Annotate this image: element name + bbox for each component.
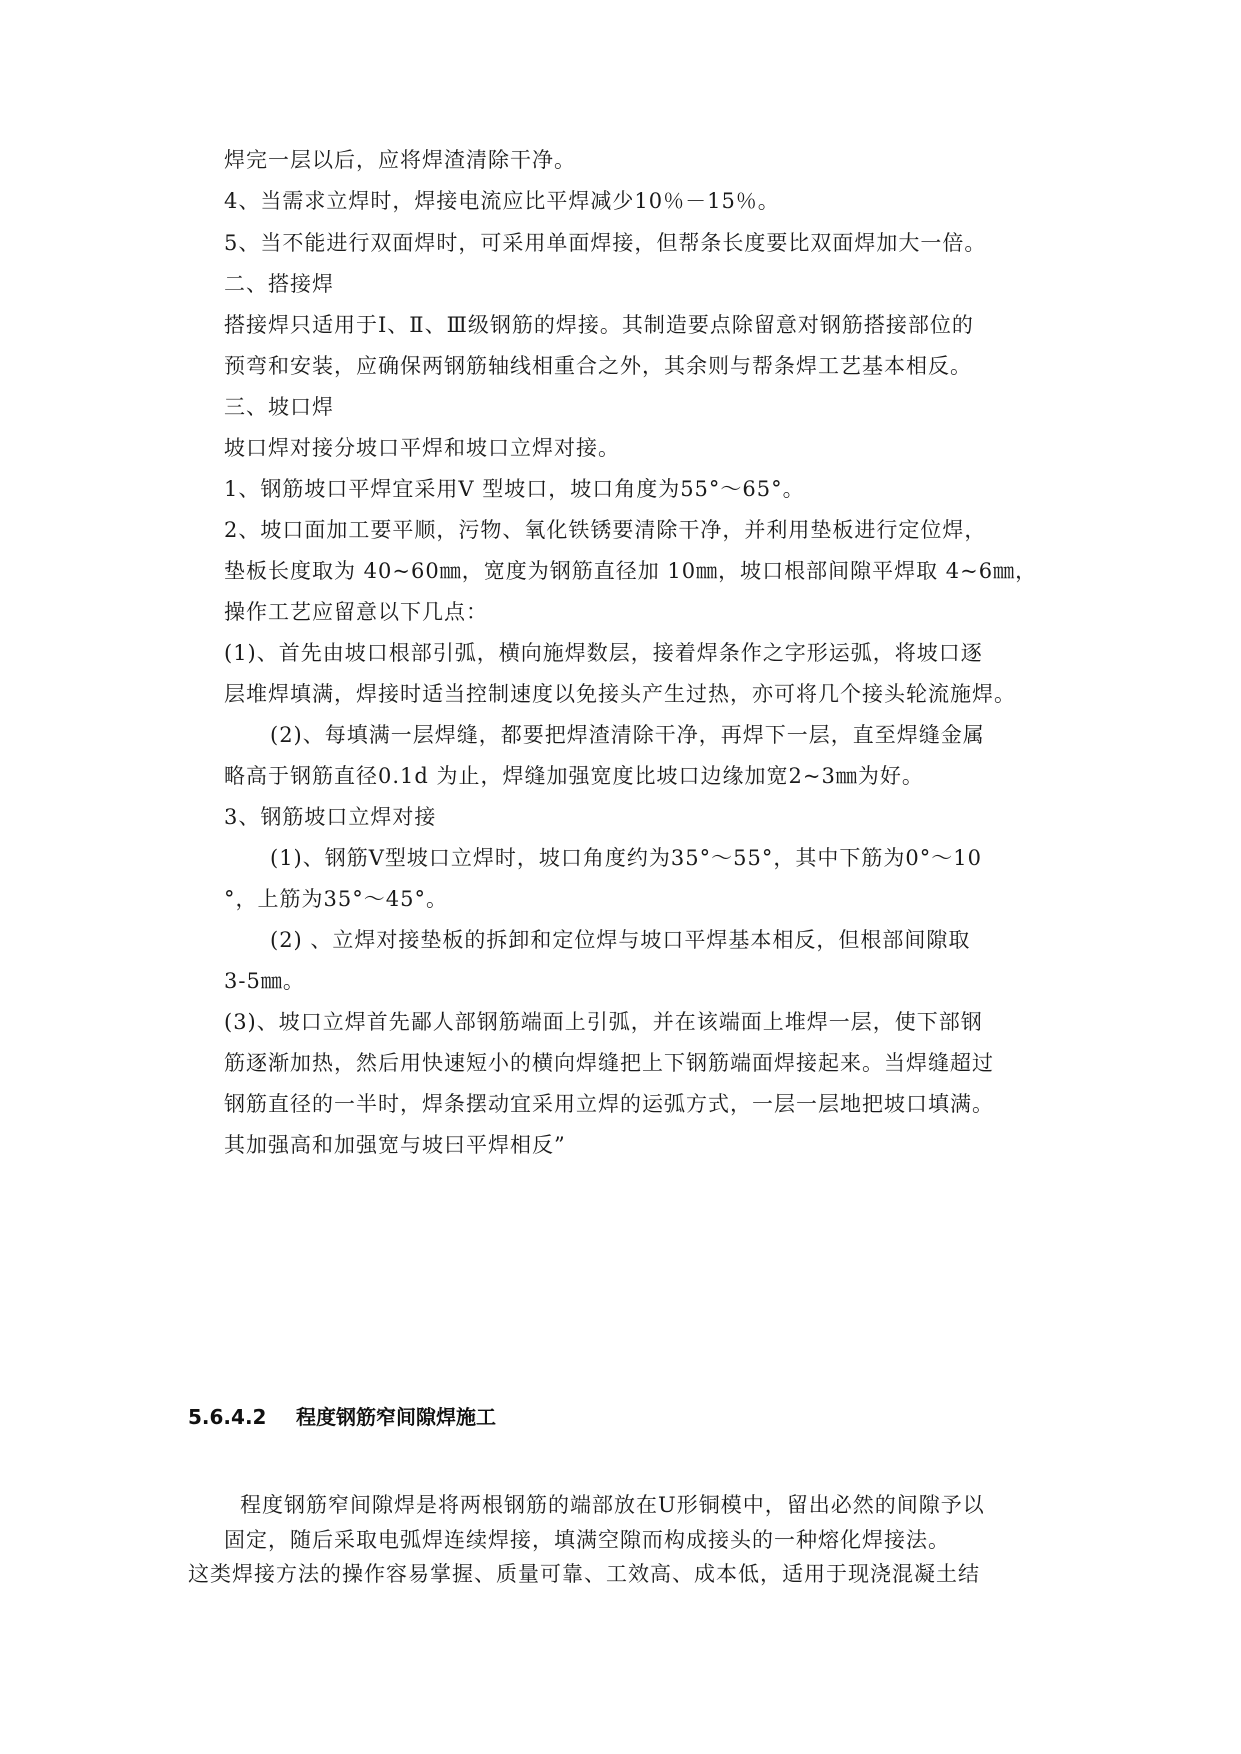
text-line: 层堆焊填满，焊接时适当控制速度以免接头产生过热，亦可将几个接头轮流施焊。: [224, 682, 1016, 706]
text-line: 3、钢筋坡口立焊对接: [224, 805, 437, 829]
text-line: 搭接焊只适用于Ⅰ、Ⅱ、Ⅲ级钢筋的焊接。其制造要点除留意对钢筋搭接部位的: [224, 313, 974, 337]
text-line: 筋逐渐加热，然后用快速短小的横向焊缝把上下钢筋端面焊接起来。当焊缝超过: [224, 1051, 994, 1075]
text-line: 坡口焊对接分坡口平焊和坡口立焊对接。: [224, 436, 620, 460]
text-line: 4、当需求立焊时，焊接电流应比平焊减少10％－15％。: [224, 189, 780, 213]
text-line: 固定，随后采取电弧焊连续焊接，填满空隙而构成接头的一种熔化焊接法。: [224, 1528, 950, 1552]
text-line: 程度钢筋窄间隙焊是将两根钢筋的端部放在U形铜模中，留出必然的间隙予以: [240, 1493, 985, 1517]
text-line: (3)、坡口立焊首先鄙人部钢筋端面上引弧，并在该端面上堆焊一层，使下部钢: [224, 1010, 983, 1034]
section-heading: [188, 1402, 496, 1432]
text-line: 1、钢筋坡口平焊宜采用V 型坡口，坡口角度为55°～65°。: [224, 477, 805, 501]
text-line: 其加强高和加强宽与坡曰平焊相反”: [224, 1133, 566, 1157]
text-line: 2、坡口面加工要平顺，污物、氧化铁锈要清除干净，并利用垫板进行定位焊，: [224, 518, 987, 542]
text-line: 钢筋直径的一半时，焊条摆动宜采用立焊的运弧方式，一层一层地把坡口填满。: [224, 1092, 994, 1116]
text-line: (2)、每填满一层焊缝，都要把焊渣清除干净，再焊下一层，直至焊缝金属: [270, 723, 985, 747]
text-line: 二、搭接焊: [224, 272, 334, 296]
text-line: 5、当不能进行双面焊时，可采用单面焊接，但帮条长度要比双面焊加大一倍。: [224, 231, 987, 255]
text-line: °，上筋为35°～45°。: [224, 887, 448, 911]
text-line: 这类焊接方法的操作容易掌握、质量可靠、工效高、成本低，适用于现浇混凝土结: [188, 1562, 980, 1586]
text-line: 略高于钢筋直径0.1d 为止，焊缝加强宽度比坡口边缘加宽2~3㎜为好。: [224, 764, 924, 788]
section-number: 5.6.4.2: [188, 1405, 267, 1429]
text-line: (1)、钢筋Ⅴ型坡口立焊时，坡口角度约为35°～55°，其中下筋为0°～10: [270, 846, 982, 870]
text-line: 垫板长度取为 40~60㎜，宽度为钢筋直径加 10㎜，坡口根部间隙平焊取 4~6㎜，: [224, 559, 1038, 583]
text-line: 操作工艺应留意以下几点：: [224, 600, 488, 624]
text-line: (2) 、立焊对接垫板的拆卸和定位焊与坡口平焊基本相反，但根部间隙取: [270, 928, 971, 952]
section-title: 程度钢筋窄间隙焊施工: [296, 1405, 496, 1429]
text-line: 3-5㎜。: [224, 969, 305, 993]
text-line: (1)、首先由坡口根部引弧，横向施焊数层，接着焊条作之字形运弧，将坡口逐: [224, 641, 983, 665]
text-line: 三、坡口焊: [224, 395, 334, 419]
text-line: 焊完一层以后，应将焊渣清除干净。: [224, 148, 576, 172]
text-line: 预弯和安装，应确保两钢筋轴线相重合之外，其余则与帮条焊工艺基本相反。: [224, 354, 972, 378]
